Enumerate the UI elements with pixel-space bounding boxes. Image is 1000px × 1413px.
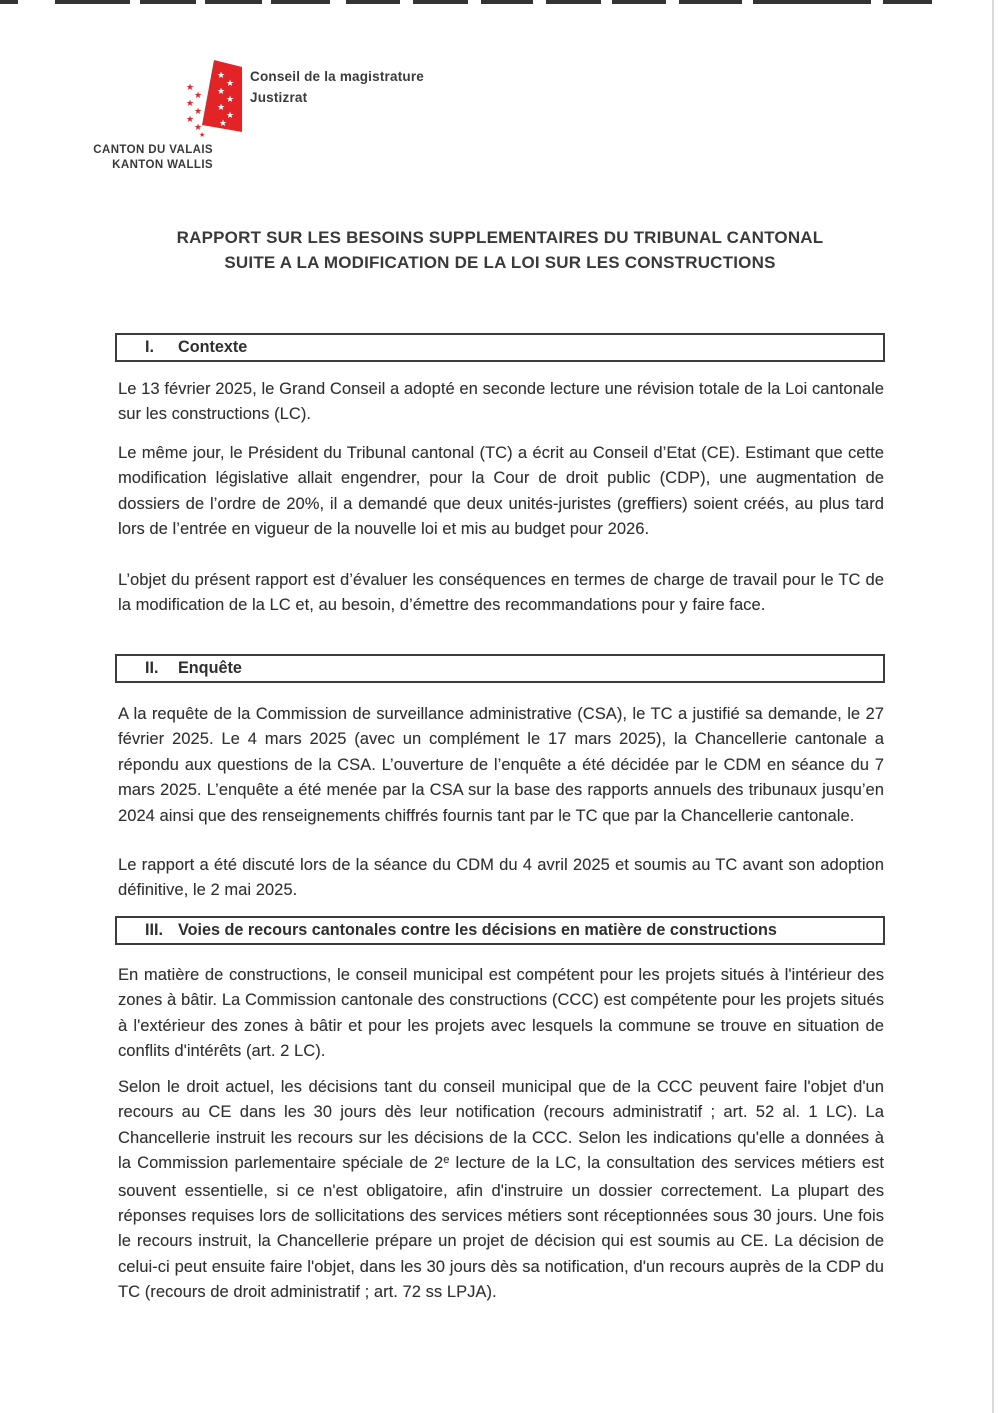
report-title [0, 226, 1000, 275]
org-name [250, 66, 424, 108]
section-number: I. [145, 338, 154, 356]
star-icon: ★ [226, 110, 235, 120]
star-icon: ★ [194, 122, 203, 132]
star-icon: ★ [219, 118, 228, 128]
star-icon: ★ [186, 98, 195, 108]
canton-name-fr: CANTON DU VALAIS [93, 144, 213, 156]
paragraph-7-superscript: e [443, 1154, 450, 1167]
section-heading-contexte [115, 333, 885, 362]
star-icon: ★ [199, 132, 206, 139]
paragraph-4: A la requête de la Commission de surveillance administrative (CSA), le TC a justifié sa demande, le 27 février 2025. Le 4 mars 2025 (avec un complément le 17 mars 2025), la Chancellerie cantonale a répondu aux questions de la CSA. L’ouverture de l’enquête a été décidée par le CDM en séance du 7 mars 2025. L’enquête a été menée par la CSA sur la base des rapports annuels des tribunaux jusqu’en 2024 ainsi que des renseignements chiffrés fournis tant par le TC que par la Chancellerie cantonale. [118, 705, 884, 825]
section-label: Voies de recours cantonales contre les décisions en matière de constructions [178, 921, 777, 939]
star-icon: ★ [226, 94, 235, 104]
section-heading-enquete [115, 654, 885, 683]
star-icon: ★ [226, 78, 235, 88]
paragraph-5: Le rapport a été discuté lors de la séance du CDM du 4 avril 2025 et soumis au TC avant son adoption définitive, le 2 mai 2025. [118, 856, 884, 900]
section-number: II. [145, 659, 159, 677]
paragraph-7-part2: lecture de la LC, la consultation des services métiers est souvent essentielle, si ce n'est obligatoire, afin d'instruire un dossier correctement. La plupart des réponses requises lors de sollicitations des services métiers sont réceptionnées sous 30 jours. Une fois le recours instruit, la Chancellerie prépare un projet de décision qui est soumis au CE. La décision de celui-ci peut ensuite faire l'objet, dans les 30 jours dès sa notification, d'un recours auprès de la CDP du TC (recours de droit administratif ; art. 72 ss LPJA). [118, 1154, 884, 1302]
section-label: Enquête [178, 659, 242, 677]
star-icon: ★ [194, 90, 203, 100]
paragraph-3: L’objet du présent rapport est d’évaluer les conséquences en termes de charge de travail pour le TC de la modification de la LC et, au besoin, d’émettre des recommandations pour y faire face. [118, 571, 884, 615]
scan-artifact-top-edge [0, 0, 1000, 4]
star-icon: ★ [194, 106, 203, 116]
report-title-line1: RAPPORT SUR LES BESOINS SUPPLEMENTAIRES DU TRIBUNAL CANTONAL [176, 228, 824, 247]
paragraph-1: Le 13 février 2025, le Grand Conseil a adopté en seconde lecture une révision totale de la Loi cantonale sur les constructions (LC). [118, 380, 884, 424]
scan-artifact-right-line [992, 0, 994, 1413]
org-name-fr: Conseil de la magistrature [250, 69, 425, 84]
star-icon: ★ [186, 114, 195, 124]
star-icon: ★ [186, 82, 195, 92]
section-heading-voies-de-recours [115, 916, 885, 945]
star-icon: ★ [217, 86, 226, 96]
section-label: Contexte [178, 338, 248, 356]
paragraph-7-part1: Selon le droit actuel, les décisions tant du conseil municipal que de la CCC peuvent faire l'objet d'un recours au CE dans les 30 jours dès leur notification (recours administratif ; art. 52 al. 1 LC). La Chancellerie instruit les recours sur les décisions de la CCC. Selon les indications qu'elle a données à la Commission parlementaire spéciale de 2 [118, 1078, 884, 1173]
section-number: III. [145, 921, 163, 939]
canton-name [0, 143, 213, 173]
report-title-line2: SUITE A LA MODIFICATION DE LA LOI SUR LES CONSTRUCTIONS [224, 252, 776, 272]
canton-name-de: KANTON WALLIS [112, 159, 213, 171]
paragraph-7 [118, 1075, 884, 1306]
star-icon: ★ [217, 102, 226, 112]
paragraph-2: Le même jour, le Président du Tribunal cantonal (TC) a écrit au Conseil d’Etat (CE). Estimant que cette modification législative allait engendrer, pour la Cour de droit public (CDP), une augmentation de dossiers de l’ordre de 20%, il a demandé que deux unités-juristes (greffiers) soient créés, au plus tard lors de l’entrée en vigueur de la nouvelle loi et mis au budget pour 2026. [118, 444, 884, 539]
star-icon: ★ [217, 70, 226, 80]
org-name-de: Justizrat [250, 90, 308, 105]
paragraph-6: En matière de constructions, le conseil municipal est compétent pour les projets situés à l'intérieur des zones à bâtir. La Commission cantonale des constructions (CCC) est compétente pour les projets situés à l'extérieur des zones à bâtir et pour les projets avec lesquels la commune se trouve en situation de conflits d'intérêts (art. 2 LC). [118, 966, 884, 1061]
